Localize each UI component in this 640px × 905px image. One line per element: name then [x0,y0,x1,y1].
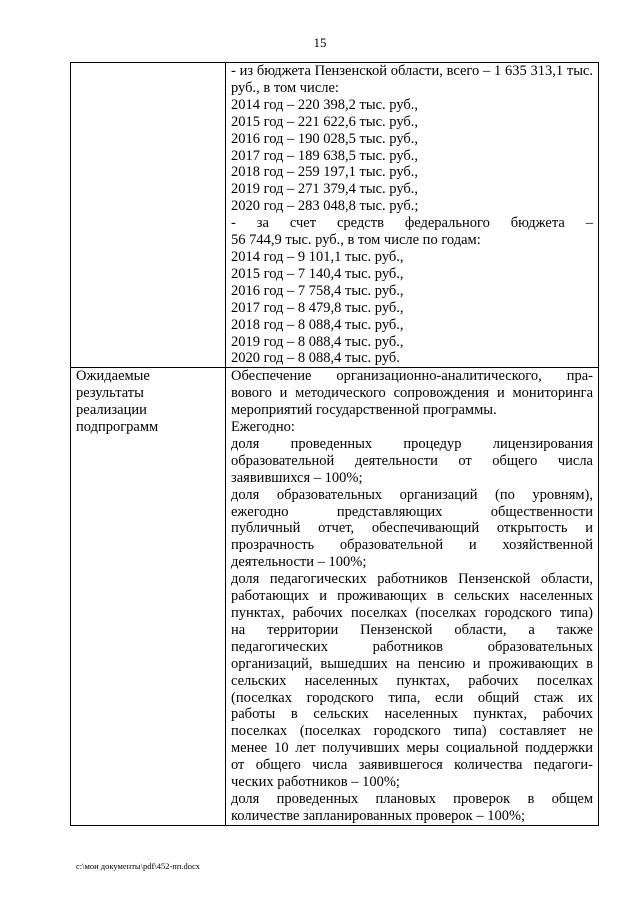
label-line: Ожидаемые результаты [76,368,150,402]
text-line: 2017 год – 189 638,5 тыс. руб., [231,147,419,164]
table-cell-label [71,63,226,368]
text-line: (поселках городского типа, если общий стаж их [231,689,593,706]
text-line: работающих и проживающих в сельских населенных [231,588,593,605]
text-line: пунктах, рабочих поселках (поселках городского типа) [231,605,593,621]
text-line: прозрачность образовательной и хозяйственной [231,537,593,554]
text-line: от общего числа заявившегося количества педагоги- [231,757,593,774]
page-number: 15 [313,35,327,50]
text-line: работы в сельских населенных пунктах, рабочих [231,706,593,723]
text-line: 2014 год – 9 101,1 тыс. руб., [231,248,404,265]
text-line: 2018 год – 259 197,1 тыс. руб., [231,164,419,181]
text-line: 2019 год – 8 088,4 тыс. руб., [231,333,404,350]
text-line: Обеспечение организационно-аналитического, пра- [231,368,593,385]
footer-file-path: c:\мои документы\pdf\452-пп.docx [76,861,201,871]
text-line: поселках (поселках городского типа) составляет не [231,723,593,740]
text-line: 2017 год – 8 479,8 тыс. руб., [231,299,404,316]
text-line: - за счет средств федерального бюджета – [231,215,593,232]
text-line: 2020 год – 8 088,4 тыс. руб. [231,350,400,367]
text-line: менее 10 лет получивших меры социальной поддержки [231,740,593,757]
text-line: 2019 год – 271 379,4 тыс. руб., [231,181,419,198]
text-line: - из бюджета Пензенской области, всего – 1 635 313,1 тыс. [231,63,593,79]
text-line: доля образовательных организаций (по уровням), [231,486,593,503]
text-line: педагогических работников образовательных [231,638,593,655]
text-line: на территории Пензенской области, а также [231,621,593,638]
text-line: ежегодно представляющих общественности [231,503,593,520]
text-line: организаций, вышедших на пенсию и проживающих в [231,655,593,672]
label-line: реализации подпрограмм [76,402,159,436]
table-row [71,63,599,368]
text-line: вового и методического сопровождения и мониторинга [231,385,593,402]
text-line: 2015 год – 221 622,6 тыс. руб., [231,113,419,130]
table-cell-funding [226,63,599,368]
text-line: сельских населенных пунктах, рабочих поселках [231,672,593,689]
text-line: доля педагогических работников Пензенской области, [231,571,593,588]
text-line: 2020 год – 283 048,8 тыс. руб.; [231,198,419,215]
text-line: Ежегодно: [231,419,295,436]
table-row [71,368,599,825]
table-cell-results [226,368,599,825]
text-line: количестве запланированных проверок – 100%; [231,807,526,824]
text-line: заявившихся – 100%; [231,469,363,486]
program-table [70,62,599,826]
text-line: 2015 год – 7 140,4 тыс. руб., [231,265,404,282]
text-line: мероприятий государственной программы. [231,402,497,419]
text-line: публичный отчет, обеспечивающий открытость и [231,520,593,537]
table-cell-label [71,368,226,825]
text-line: 2018 год – 8 088,4 тыс. руб., [231,316,404,333]
text-line: 56 744,9 тыс. руб., в том числе по годам: [231,232,481,249]
text-line: доля проведенных процедур лицензирования [231,435,593,452]
text-line: руб., в том числе: [231,79,339,96]
text-line: доля проведенных плановых проверок в общем [231,790,593,807]
text-line: деятельности – 100%; [231,554,367,571]
text-line: ческих работников – 100%; [231,774,400,791]
text-line: образовательной деятельности от общего числа [231,452,593,469]
text-line: 2016 год – 7 758,4 тыс. руб., [231,282,404,299]
text-line: 2016 год – 190 028,5 тыс. руб., [231,130,419,147]
text-line: 2014 год – 220 398,2 тыс. руб., [231,96,419,113]
